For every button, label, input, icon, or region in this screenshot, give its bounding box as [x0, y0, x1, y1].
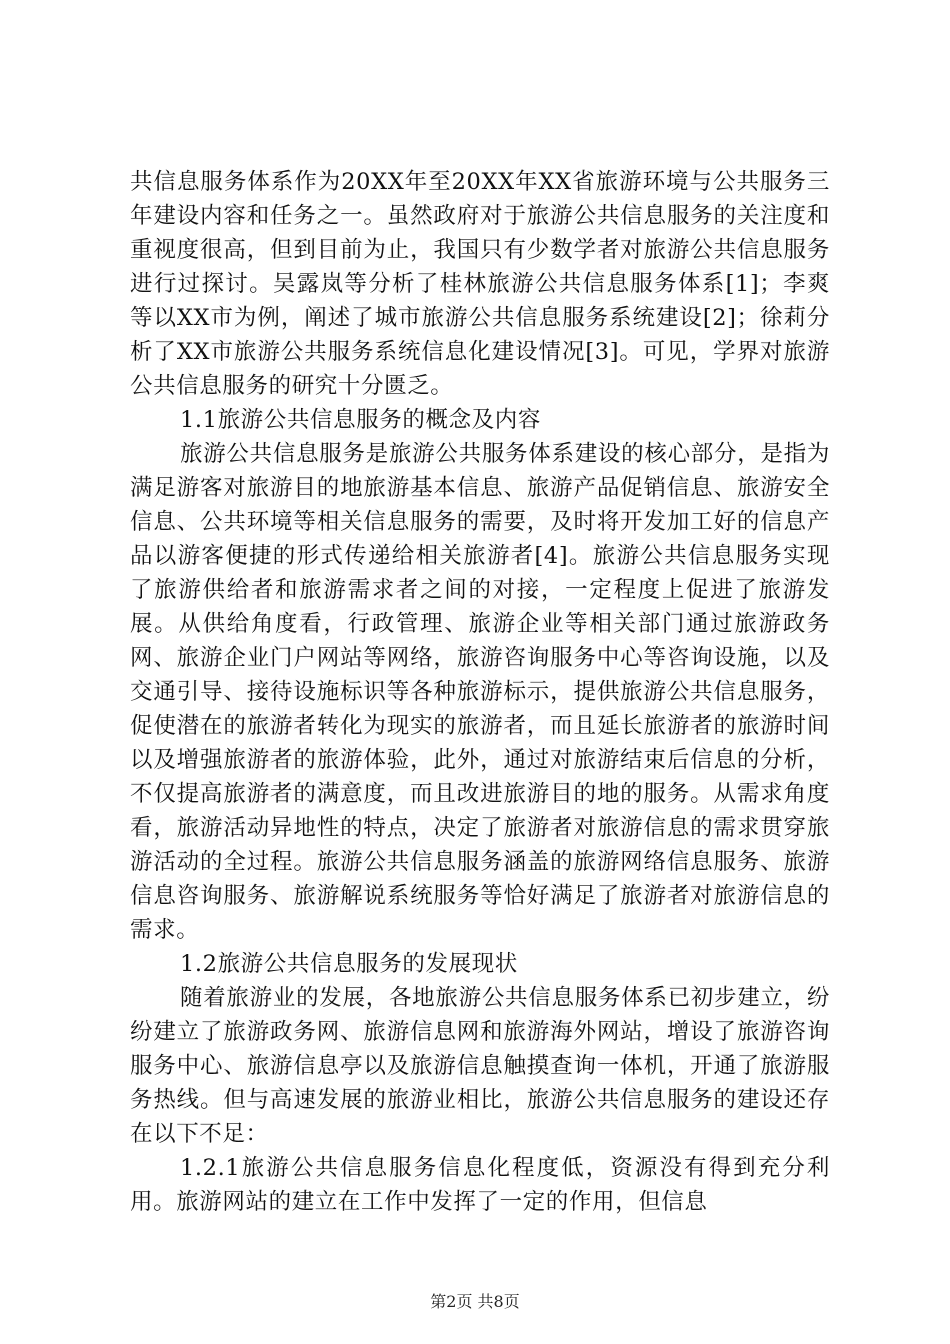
- page-footer: 第2页 共8页: [430, 1292, 520, 1311]
- paragraph-concept: 旅游公共信息服务是旅游公共服务体系建设的核心部分，是指为满足游客对旅游目的地旅游基本信息、旅游产品促销信息、旅游安全信息、公共环境等相关信息服务的需要，及时将开发加工好的信息产品以游客便捷的形式传递给相关旅游者[4]。旅游公共信息服务实现了旅游供给者和旅游需求者之间的对接，一定程度上促进了旅游发展。从供给角度看，行政管理、旅游企业等相关部门通过旅游政务网、旅游企业门户网站等网络，旅游咨询服务中心等咨询设施，以及交通引导、接待设施标识等各种旅游标示，提供旅游公共信息服务，促使潜在的旅游者转化为现实的旅游者，而且延长旅游者的旅游时间以及增强旅游者的旅游体验，此外，通过对旅游结束后信息的分析，不仅提高旅游者的满意度，而且改进旅游目的地的服务。从需求角度看，旅游活动异地性的特点，决定了旅游者对旅游信息的需求贯穿旅游活动的全过程。旅游公共信息服务涵盖的旅游网络信息服务、旅游信息咨询服务、旅游解说系统服务等恰好满足了旅游者对旅游信息的需求。: [130, 441, 830, 943]
- paragraph-continued: 共信息服务体系作为20XX年至20XX年XX省旅游环境与公共服务三年建设内容和任务之一。虽然政府对于旅游公共信息服务的关注度和重视度很高，但到目前为止，我国只有少数学者对旅游公共信息服务进行过探讨。吴露岚等分析了桂林旅游公共信息服务体系[1]；李爽等以XX市为例，阐述了城市旅游公共信息服务系统建设[2]；徐莉分析了XX市旅游公共服务系统信息化建设情况[3]。可见，学界对旅游公共信息服务的研究十分匮乏。: [130, 169, 830, 399]
- section-heading-1-2: 1.2旅游公共信息服务的发展现状: [180, 951, 518, 977]
- document-body: [130, 165, 830, 1219]
- paragraph-status: 随着旅游业的发展，各地旅游公共信息服务体系已初步建立，纷纷建立了旅游政务网、旅游信息网和旅游海外网站，增设了旅游咨询服务中心、旅游信息亭以及旅游信息触摸查询一体机，开通了旅游服务热线。但与高速发展的旅游业相比，旅游公共信息服务的建设还存在以下不足：: [130, 985, 830, 1147]
- section-heading-1-1: 1.1旅游公共信息服务的概念及内容: [180, 407, 541, 433]
- paragraph-1-2-1: 1.2.1旅游公共信息服务信息化程度低，资源没有得到充分利用。旅游网站的建立在工作中发挥了一定的作用，但信息: [130, 1155, 830, 1215]
